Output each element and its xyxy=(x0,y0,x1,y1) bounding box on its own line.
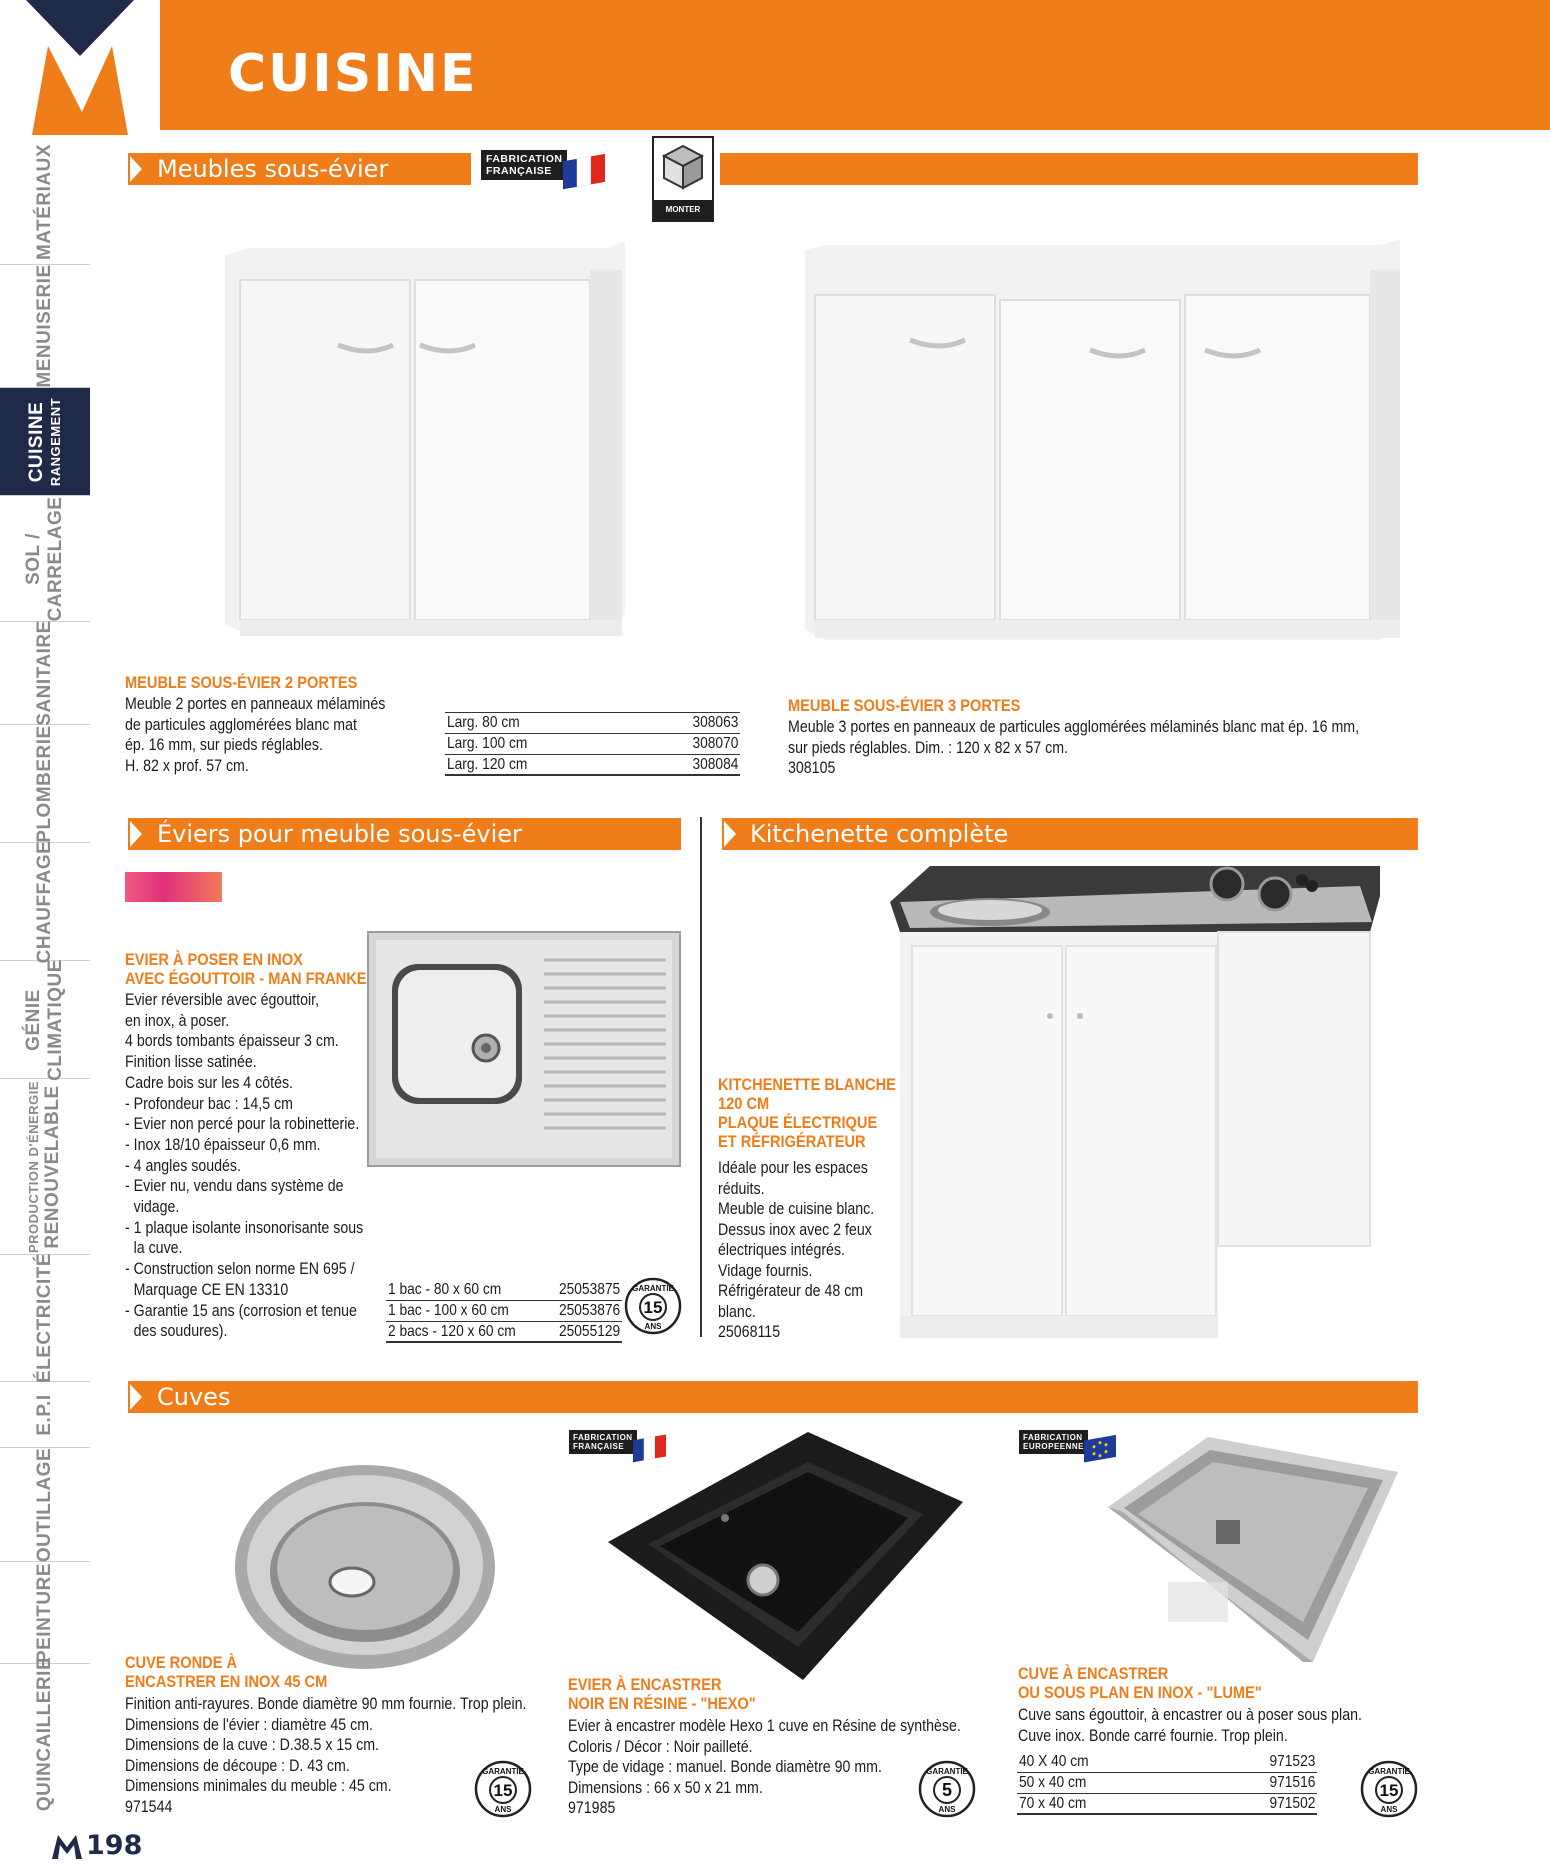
category-sidebar xyxy=(0,140,90,1820)
spec-ref: 308070 xyxy=(692,735,738,752)
spec-label: Larg. 80 cm xyxy=(447,714,520,731)
desc-line: réduits. xyxy=(718,1179,765,1198)
title-line: OU SOUS PLAN EN INOX - "LUME" xyxy=(1018,1683,1262,1702)
cabinet-2-doors-image xyxy=(220,240,630,660)
product-description xyxy=(1018,1705,1362,1746)
sink-drainer-image xyxy=(366,930,682,1168)
desc-line: Dessus inox avec 2 feux xyxy=(718,1220,872,1239)
desc-line: - Evier nu, vendu dans système de xyxy=(125,1177,344,1196)
guarantee-label: GARANTIE xyxy=(482,1767,524,1776)
guarantee-label: GARANTIE xyxy=(1368,1767,1410,1776)
sidebar-item-label: PEINTURE xyxy=(34,1562,55,1663)
brand-logo-franke xyxy=(125,872,222,902)
table-row xyxy=(1017,1773,1317,1794)
guarantee-5-years-icon xyxy=(918,1760,976,1818)
desc-line: sur pieds réglables. Dim. : 120 x 82 x 57 cm. xyxy=(788,738,1068,757)
spec-label: 40 X 40 cm xyxy=(1019,1753,1089,1770)
sidebar-item-sanitaire[interactable] xyxy=(0,622,90,725)
desc-line: Meuble de cuisine blanc. xyxy=(718,1200,875,1218)
table-row xyxy=(445,755,740,776)
desc-line: blanc. xyxy=(718,1302,756,1321)
guarantee-label: ANS xyxy=(644,1322,662,1331)
french-flag-icon xyxy=(559,150,609,190)
badge-label: MONTER xyxy=(654,200,712,220)
product-title xyxy=(568,1675,756,1713)
sidebar-item-energie[interactable] xyxy=(0,1079,90,1255)
page-number: 198 xyxy=(86,1830,143,1861)
product-description xyxy=(718,1158,874,1343)
product-description xyxy=(568,1716,961,1819)
fabrication-francaise-badge xyxy=(481,150,609,190)
title-line: CUVE À ENCASTRER xyxy=(1018,1664,1169,1683)
column-divider xyxy=(700,817,702,1337)
desc-line: Type de vidage : manuel. Bonde diamètre 90 mm. xyxy=(568,1758,882,1776)
desc-line: - 1 plaque isolante insonorisante sous xyxy=(125,1218,364,1237)
desc-line: Cadre bois sur les 4 côtés. xyxy=(125,1073,293,1092)
chevron-right-icon xyxy=(128,1381,148,1413)
sidebar-item-label: ÉLECTRICITÉ xyxy=(34,1252,55,1384)
spec-label: Larg. 100 cm xyxy=(447,735,528,752)
title-line: EVIER À ENCASTRER xyxy=(568,1675,722,1694)
section-title: Cuves xyxy=(157,1383,231,1411)
table-row xyxy=(445,713,740,734)
desc-line: vidage. xyxy=(133,1198,180,1217)
guarantee-label: ANS xyxy=(494,1805,512,1814)
section-bar-cuves xyxy=(128,1381,1418,1413)
badge-label: FABRICATION EUROPEENNE xyxy=(1019,1430,1088,1454)
desc-line: Dimensions : 66 x 50 x 21 mm. xyxy=(568,1778,763,1797)
sidebar-item-label: CUISINE xyxy=(26,401,47,482)
desc-line: 308105 xyxy=(788,759,836,777)
guarantee-label: GARANTIE xyxy=(632,1284,674,1293)
product-description xyxy=(125,990,363,1342)
title-line: AVEC ÉGOUTTOIR - MAN FRANKE xyxy=(125,969,367,988)
sidebar-item-genie-climatique[interactable] xyxy=(0,958,90,1081)
sidebar-item-sol[interactable] xyxy=(0,496,90,622)
desc-line: 971985 xyxy=(568,1799,616,1817)
title-line: KITCHENETTE BLANCHE xyxy=(718,1075,896,1094)
desc-line: - Construction selon norme EN 695 / xyxy=(125,1260,355,1279)
guarantee-15-years-icon xyxy=(1360,1760,1418,1818)
spec-label: 50 x 40 cm xyxy=(1019,1774,1087,1791)
cabinet-3-doors-image xyxy=(800,240,1405,660)
spec-ref: 971516 xyxy=(1269,1774,1315,1791)
spec-ref: 971502 xyxy=(1269,1795,1315,1812)
guarantee-label: GARANTIE xyxy=(926,1767,968,1776)
spec-ref: 971523 xyxy=(1269,1753,1315,1770)
desc-line: de particules agglomérées blanc mat xyxy=(125,715,357,734)
chevron-right-icon xyxy=(128,153,148,185)
desc-line: Coloris / Décor : Noir pailleté. xyxy=(568,1737,753,1756)
spec-label: 1 bac - 80 x 60 cm xyxy=(388,1281,502,1298)
assembly-required-badge xyxy=(652,136,714,222)
spec-table xyxy=(1017,1752,1317,1815)
guarantee-years: 15 xyxy=(493,1781,513,1800)
product-title xyxy=(125,950,367,988)
spec-table xyxy=(445,712,740,776)
desc-line: - Inox 18/10 épaisseur 0,6 mm. xyxy=(125,1135,321,1154)
guarantee-label: ANS xyxy=(938,1805,956,1814)
desc-line: Dimensions de la cuve : D.38.5 x 15 cm. xyxy=(125,1736,379,1754)
sidebar-item-plomberie[interactable] xyxy=(0,725,90,843)
product-description xyxy=(125,694,385,776)
desc-line: Cuve inox. Bonde carré fournie. Trop plein. xyxy=(1018,1726,1288,1745)
desc-line: Dimensions minimales du meuble : 45 cm. xyxy=(125,1777,392,1795)
desc-line: - 4 angles soudés. xyxy=(125,1156,241,1175)
table-row xyxy=(1017,1752,1317,1773)
guarantee-15-years-icon xyxy=(474,1760,532,1818)
desc-line: Vidage fournis. xyxy=(718,1261,813,1280)
square-inox-basin-image xyxy=(1098,1432,1403,1667)
sidebar-item-menuiserie[interactable] xyxy=(0,265,90,388)
table-row xyxy=(1017,1794,1317,1815)
title-line: ET RÉFRIGÉRATEUR xyxy=(718,1132,866,1151)
guarantee-label: ANS xyxy=(1380,1805,1398,1814)
desc-line: Dimensions de découpe : D. 43 cm. xyxy=(125,1756,350,1775)
desc-line: 4 bords tombants épaisseur 3 cm. xyxy=(125,1032,339,1051)
sidebar-item-label: QUINCAILLERIE xyxy=(34,1656,55,1812)
sidebar-item-sublabel: RENOUVELABLE xyxy=(42,1084,63,1249)
desc-line: - Profondeur bac : 14,5 cm xyxy=(125,1094,294,1113)
badge-label: FABRICATION FRANÇAISE xyxy=(481,150,567,180)
spec-ref: 308063 xyxy=(692,714,738,731)
desc-line: H. 82 x prof. 57 cm. xyxy=(125,756,249,775)
brand-logo xyxy=(0,0,160,135)
spec-label: 70 x 40 cm xyxy=(1019,1795,1087,1812)
title-line: CUVE RONDE À xyxy=(125,1653,238,1672)
spec-table xyxy=(386,1280,622,1343)
sidebar-item-label: E.P.I xyxy=(34,1393,55,1436)
sidebar-item-label: CHAUFFAGE xyxy=(34,840,55,963)
desc-line: Marquage CE EN 13310 xyxy=(133,1280,289,1299)
cube-icon xyxy=(654,138,712,200)
desc-line: - Evier non percé pour la robinetterie. xyxy=(125,1115,360,1134)
sidebar-item-quincaillerie[interactable] xyxy=(0,1656,90,1812)
corner-mark: II xyxy=(18,22,24,32)
chevron-right-icon xyxy=(128,818,148,850)
desc-line: Cuve sans égouttoir, à encastrer ou à poser sous plan. xyxy=(1018,1706,1362,1724)
guarantee-years: 5 xyxy=(941,1780,953,1800)
title-line: ENCASTRER EN INOX 45 CM xyxy=(125,1672,328,1691)
guarantee-15-years-icon xyxy=(624,1277,682,1335)
guarantee-years: 15 xyxy=(643,1298,663,1317)
sidebar-item-label: MATÉRIAUX xyxy=(34,143,55,261)
desc-line: électriques intégrés. xyxy=(718,1241,845,1259)
sidebar-item-label: SANITAIRE xyxy=(34,620,55,726)
round-basin-image xyxy=(230,1460,500,1675)
desc-line: - Garantie 15 ans (corrosion et tenue xyxy=(125,1301,357,1320)
sidebar-item-sublabel: RANGEMENT xyxy=(48,397,63,486)
desc-line: en inox, à poser. xyxy=(125,1011,230,1030)
product-title: MEUBLE SOUS-ÉVIER 3 PORTES xyxy=(788,696,1021,715)
table-row xyxy=(445,734,740,755)
sidebar-item-label: GÉNIE xyxy=(23,988,44,1051)
section-bar-extension xyxy=(720,153,1418,185)
desc-line: la cuve. xyxy=(133,1239,183,1258)
spec-ref: 25055129 xyxy=(558,1323,620,1340)
table-row xyxy=(386,1322,622,1343)
section-title: Kitchenette complète xyxy=(750,820,1009,848)
sidebar-item-label: SOL / xyxy=(23,532,44,585)
sidebar-item-electricite[interactable] xyxy=(0,1252,90,1384)
desc-line: 25068115 xyxy=(718,1323,781,1341)
kitchenette-image xyxy=(890,866,1380,1346)
product-title xyxy=(125,1653,327,1691)
sidebar-item-epi[interactable] xyxy=(0,1382,90,1448)
title-line: PLAQUE ÉLECTRIQUE xyxy=(718,1113,878,1132)
desc-line: ép. 16 mm, sur pieds réglables. xyxy=(125,736,323,754)
sidebar-item-label: PRODUCTION D'ÉNERGIE xyxy=(26,1080,41,1253)
sidebar-item-chauffage[interactable] xyxy=(0,840,90,963)
desc-line: Finition lisse satinée. xyxy=(125,1053,257,1072)
spec-label: 2 bacs - 120 x 60 cm xyxy=(388,1323,516,1340)
product-title: MEUBLE SOUS-ÉVIER 2 PORTES xyxy=(125,673,358,692)
sidebar-item-materiaux[interactable] xyxy=(0,140,90,265)
sidebar-item-peinture[interactable] xyxy=(0,1562,90,1664)
spec-label: 1 bac - 100 x 60 cm xyxy=(388,1302,509,1319)
spec-ref: 308084 xyxy=(692,756,738,773)
desc-line: Evier réversible avec égouttoir, xyxy=(125,991,320,1009)
desc-line: des soudures). xyxy=(133,1322,228,1341)
desc-line: Idéale pour les espaces xyxy=(718,1159,868,1177)
spec-ref: 25053875 xyxy=(558,1281,620,1298)
black-resin-sink-image xyxy=(608,1432,968,1682)
title-line: NOIR EN RÉSINE - "HEXO" xyxy=(568,1694,756,1713)
spec-label: Larg. 120 cm xyxy=(447,756,528,773)
table-row xyxy=(386,1280,622,1301)
sidebar-item-sublabel: CARRELAGE xyxy=(45,496,66,621)
sidebar-item-label: OUTILLAGE xyxy=(34,1447,55,1562)
guarantee-years: 15 xyxy=(1379,1781,1399,1800)
title-line: 120 CM xyxy=(718,1094,770,1113)
product-description xyxy=(788,717,1359,779)
desc-line: 971544 xyxy=(125,1797,173,1816)
spec-ref: 25053876 xyxy=(558,1302,620,1319)
product-title xyxy=(1018,1664,1262,1702)
sidebar-item-sublabel: CLIMATIQUE xyxy=(45,958,66,1081)
sidebar-item-outillage[interactable] xyxy=(0,1448,90,1562)
desc-line: Evier à encastrer modèle Hexo 1 cuve en Résine de synthèse. xyxy=(568,1717,961,1735)
sidebar-item-label: MENUISERIE xyxy=(34,264,55,388)
desc-line: Réfrigérateur de 48 cm xyxy=(718,1282,864,1300)
table-row xyxy=(386,1301,622,1322)
desc-line: Finition anti-rayures. Bonde diamètre 90 mm fournie. Trop plein. xyxy=(125,1695,527,1713)
footer-brand-logo xyxy=(52,1835,82,1859)
page-title: CUISINE xyxy=(228,44,478,104)
section-title: Meubles sous-évier xyxy=(157,155,389,183)
desc-line: Meuble 2 portes en panneaux mélaminés xyxy=(125,695,386,713)
product-description xyxy=(125,1694,526,1817)
sidebar-item-label: PLOMBERIE xyxy=(34,724,55,843)
desc-line: Dimensions de l'évier : diamètre 45 cm. xyxy=(125,1715,373,1734)
section-title: Éviers pour meuble sous-évier xyxy=(157,820,522,848)
chevron-right-icon xyxy=(722,818,742,850)
badge-label: FABRICATION FRANÇAISE xyxy=(569,1430,637,1454)
title-line: EVIER À POSER EN INOX xyxy=(125,950,303,969)
desc-line: Meuble 3 portes en panneaux de particules agglomérées mélaminés blanc mat ép. 16 mm, xyxy=(788,718,1360,736)
sidebar-item-cuisine[interactable] xyxy=(0,388,90,496)
product-title xyxy=(718,1075,896,1151)
